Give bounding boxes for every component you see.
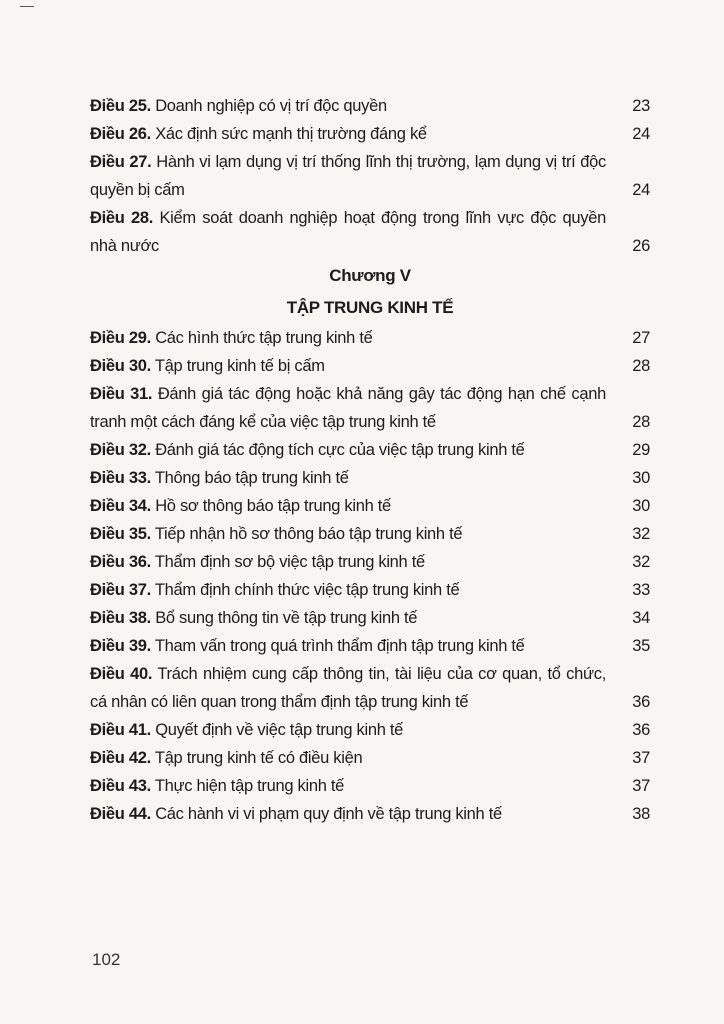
article-page-number: 36 — [632, 693, 650, 711]
article-title: Tiếp nhận hồ sơ thông báo tập trung kinh tế — [154, 525, 463, 543]
article-title: Các hình thức tập trung kinh tế — [155, 329, 373, 347]
toc-entry-text — [90, 744, 606, 772]
toc-entry-text — [90, 380, 606, 436]
article-page-number: 24 — [632, 181, 650, 199]
toc-entry — [90, 148, 650, 204]
toc-entry — [90, 464, 650, 492]
article-label: Điều 27. — [90, 153, 152, 171]
article-label: Điều 37. — [90, 581, 151, 599]
article-label: Điều 40. — [90, 665, 153, 683]
article-label: Điều 26. — [90, 125, 151, 143]
article-label: Điều 34. — [90, 497, 151, 515]
article-page-number: 37 — [632, 777, 650, 795]
toc-entry — [90, 632, 650, 660]
toc-entry — [90, 380, 650, 436]
toc-entry — [90, 548, 650, 576]
article-label: Điều 29. — [90, 329, 151, 347]
article-label: Điều 42. — [90, 749, 151, 767]
toc-entry-text — [90, 492, 606, 520]
toc-entry-text — [90, 548, 606, 576]
toc-entry — [90, 324, 650, 352]
article-label: Điều 41. — [90, 721, 151, 739]
article-page-number: 33 — [632, 581, 650, 599]
article-page-number: 29 — [632, 441, 650, 459]
toc-entry-text — [90, 324, 606, 352]
article-page-number: 30 — [632, 469, 650, 487]
article-title: Thông báo tập trung kinh tế — [154, 469, 349, 487]
toc-entry-text — [90, 576, 606, 604]
article-label: Điều 38. — [90, 609, 151, 627]
toc-entry-text — [90, 464, 606, 492]
article-page-number: 35 — [632, 637, 650, 655]
article-title: Đánh giá tác động tích cực của việc tập trung kinh tế — [155, 441, 525, 459]
article-page-number: 27 — [632, 329, 650, 347]
top-margin-mark — [20, 6, 34, 7]
article-title: Trách nhiệm cung cấp thông tin, tài liệu của cơ quan, tổ chức, cá nhân có liên quan trong thẩm định tập trung kinh tế — [90, 665, 606, 711]
article-title: Tham vấn trong quá trình thẩm định tập trung kinh tế — [154, 637, 525, 655]
article-title: Quyết định về việc tập trung kinh tế — [155, 721, 404, 739]
article-title: Doanh nghiệp có vị trí độc quyền — [155, 97, 387, 115]
article-title: Bổ sung thông tin về tập trung kinh tế — [155, 609, 418, 627]
article-title: Thẩm định chính thức việc tập trung kinh tế — [154, 581, 460, 599]
toc-entry-text — [90, 92, 606, 120]
article-title: Thực hiện tập trung kinh tế — [154, 777, 345, 795]
toc-entry-text — [90, 772, 606, 800]
article-title: Thẩm định sơ bộ việc tập trung kinh tế — [154, 553, 425, 571]
toc-entry — [90, 604, 650, 632]
article-title: Các hành vi vi phạm quy định về tập trung kinh tế — [155, 805, 502, 823]
article-label: Điều 30. — [90, 357, 151, 375]
article-page-number: 36 — [632, 721, 650, 739]
toc-entry — [90, 352, 650, 380]
toc-entry-text — [90, 800, 606, 828]
chapter-number: Chương V — [329, 266, 411, 285]
toc-entry — [90, 772, 650, 800]
toc-entry — [90, 120, 650, 148]
article-label: Điều 33. — [90, 469, 151, 487]
toc-entry-text — [90, 204, 606, 260]
article-label: Điều 43. — [90, 777, 151, 795]
toc-entry — [90, 716, 650, 744]
article-page-number: 32 — [632, 525, 650, 543]
toc-entry-text — [90, 120, 606, 148]
article-label: Điều 44. — [90, 805, 151, 823]
article-title: Xác định sức mạnh thị trường đáng kể — [155, 125, 427, 143]
toc-entry-text — [90, 148, 606, 204]
article-page-number: 28 — [632, 413, 650, 431]
toc-entry — [90, 204, 650, 260]
toc-entry — [90, 660, 650, 716]
article-label: Điều 32. — [90, 441, 151, 459]
article-title: Tập trung kinh tế bị cấm — [154, 357, 325, 375]
toc-entry-text — [90, 716, 606, 744]
article-title: Tập trung kinh tế có điều kiện — [154, 749, 363, 767]
article-label: Điều 36. — [90, 553, 151, 571]
article-page-number: 38 — [632, 805, 650, 823]
article-page-number: 30 — [632, 497, 650, 515]
toc-entry — [90, 800, 650, 828]
article-label: Điều 39. — [90, 637, 151, 655]
toc-entry — [90, 492, 650, 520]
toc-entry — [90, 92, 650, 120]
toc-entry-text — [90, 436, 606, 464]
page-number: 102 — [92, 950, 121, 969]
article-label: Điều 35. — [90, 525, 151, 543]
toc-entry — [90, 744, 650, 772]
toc-entry-text — [90, 660, 606, 716]
toc-entry — [90, 436, 650, 464]
article-page-number: 24 — [632, 125, 650, 143]
article-label: Điều 25. — [90, 97, 151, 115]
table-of-contents — [90, 92, 650, 828]
article-page-number: 37 — [632, 749, 650, 767]
chapter-title: TẬP TRUNG KINH TẾ — [286, 298, 454, 317]
article-page-number: 28 — [632, 357, 650, 375]
toc-entry-text — [90, 632, 606, 660]
article-title: Kiểm soát doanh nghiệp hoạt động trong lĩnh vực độc quyền nhà nước — [90, 209, 606, 255]
toc-entry-text — [90, 352, 606, 380]
article-page-number: 26 — [632, 237, 650, 255]
article-title: Đánh giá tác động hoặc khả năng gây tác động hạn chế cạnh tranh một cách đáng kể của việc tập trung kinh tế — [90, 385, 606, 431]
article-label: Điều 28. — [90, 209, 154, 227]
toc-entry-text — [90, 604, 606, 632]
article-page-number: 23 — [632, 97, 650, 115]
toc-entry — [90, 576, 650, 604]
article-title: Hồ sơ thông báo tập trung kinh tế — [155, 497, 391, 515]
article-page-number: 34 — [632, 609, 650, 627]
toc-entry-text — [90, 520, 606, 548]
toc-entries-chapter-5 — [90, 324, 650, 828]
article-page-number: 32 — [632, 553, 650, 571]
toc-entries-chapter-4 — [90, 92, 650, 260]
toc-entry — [90, 520, 650, 548]
article-title: Hành vi lạm dụng vị trí thống lĩnh thị trường, lạm dụng vị trí độc quyền bị cấm — [90, 153, 606, 199]
article-label: Điều 31. — [90, 385, 153, 403]
